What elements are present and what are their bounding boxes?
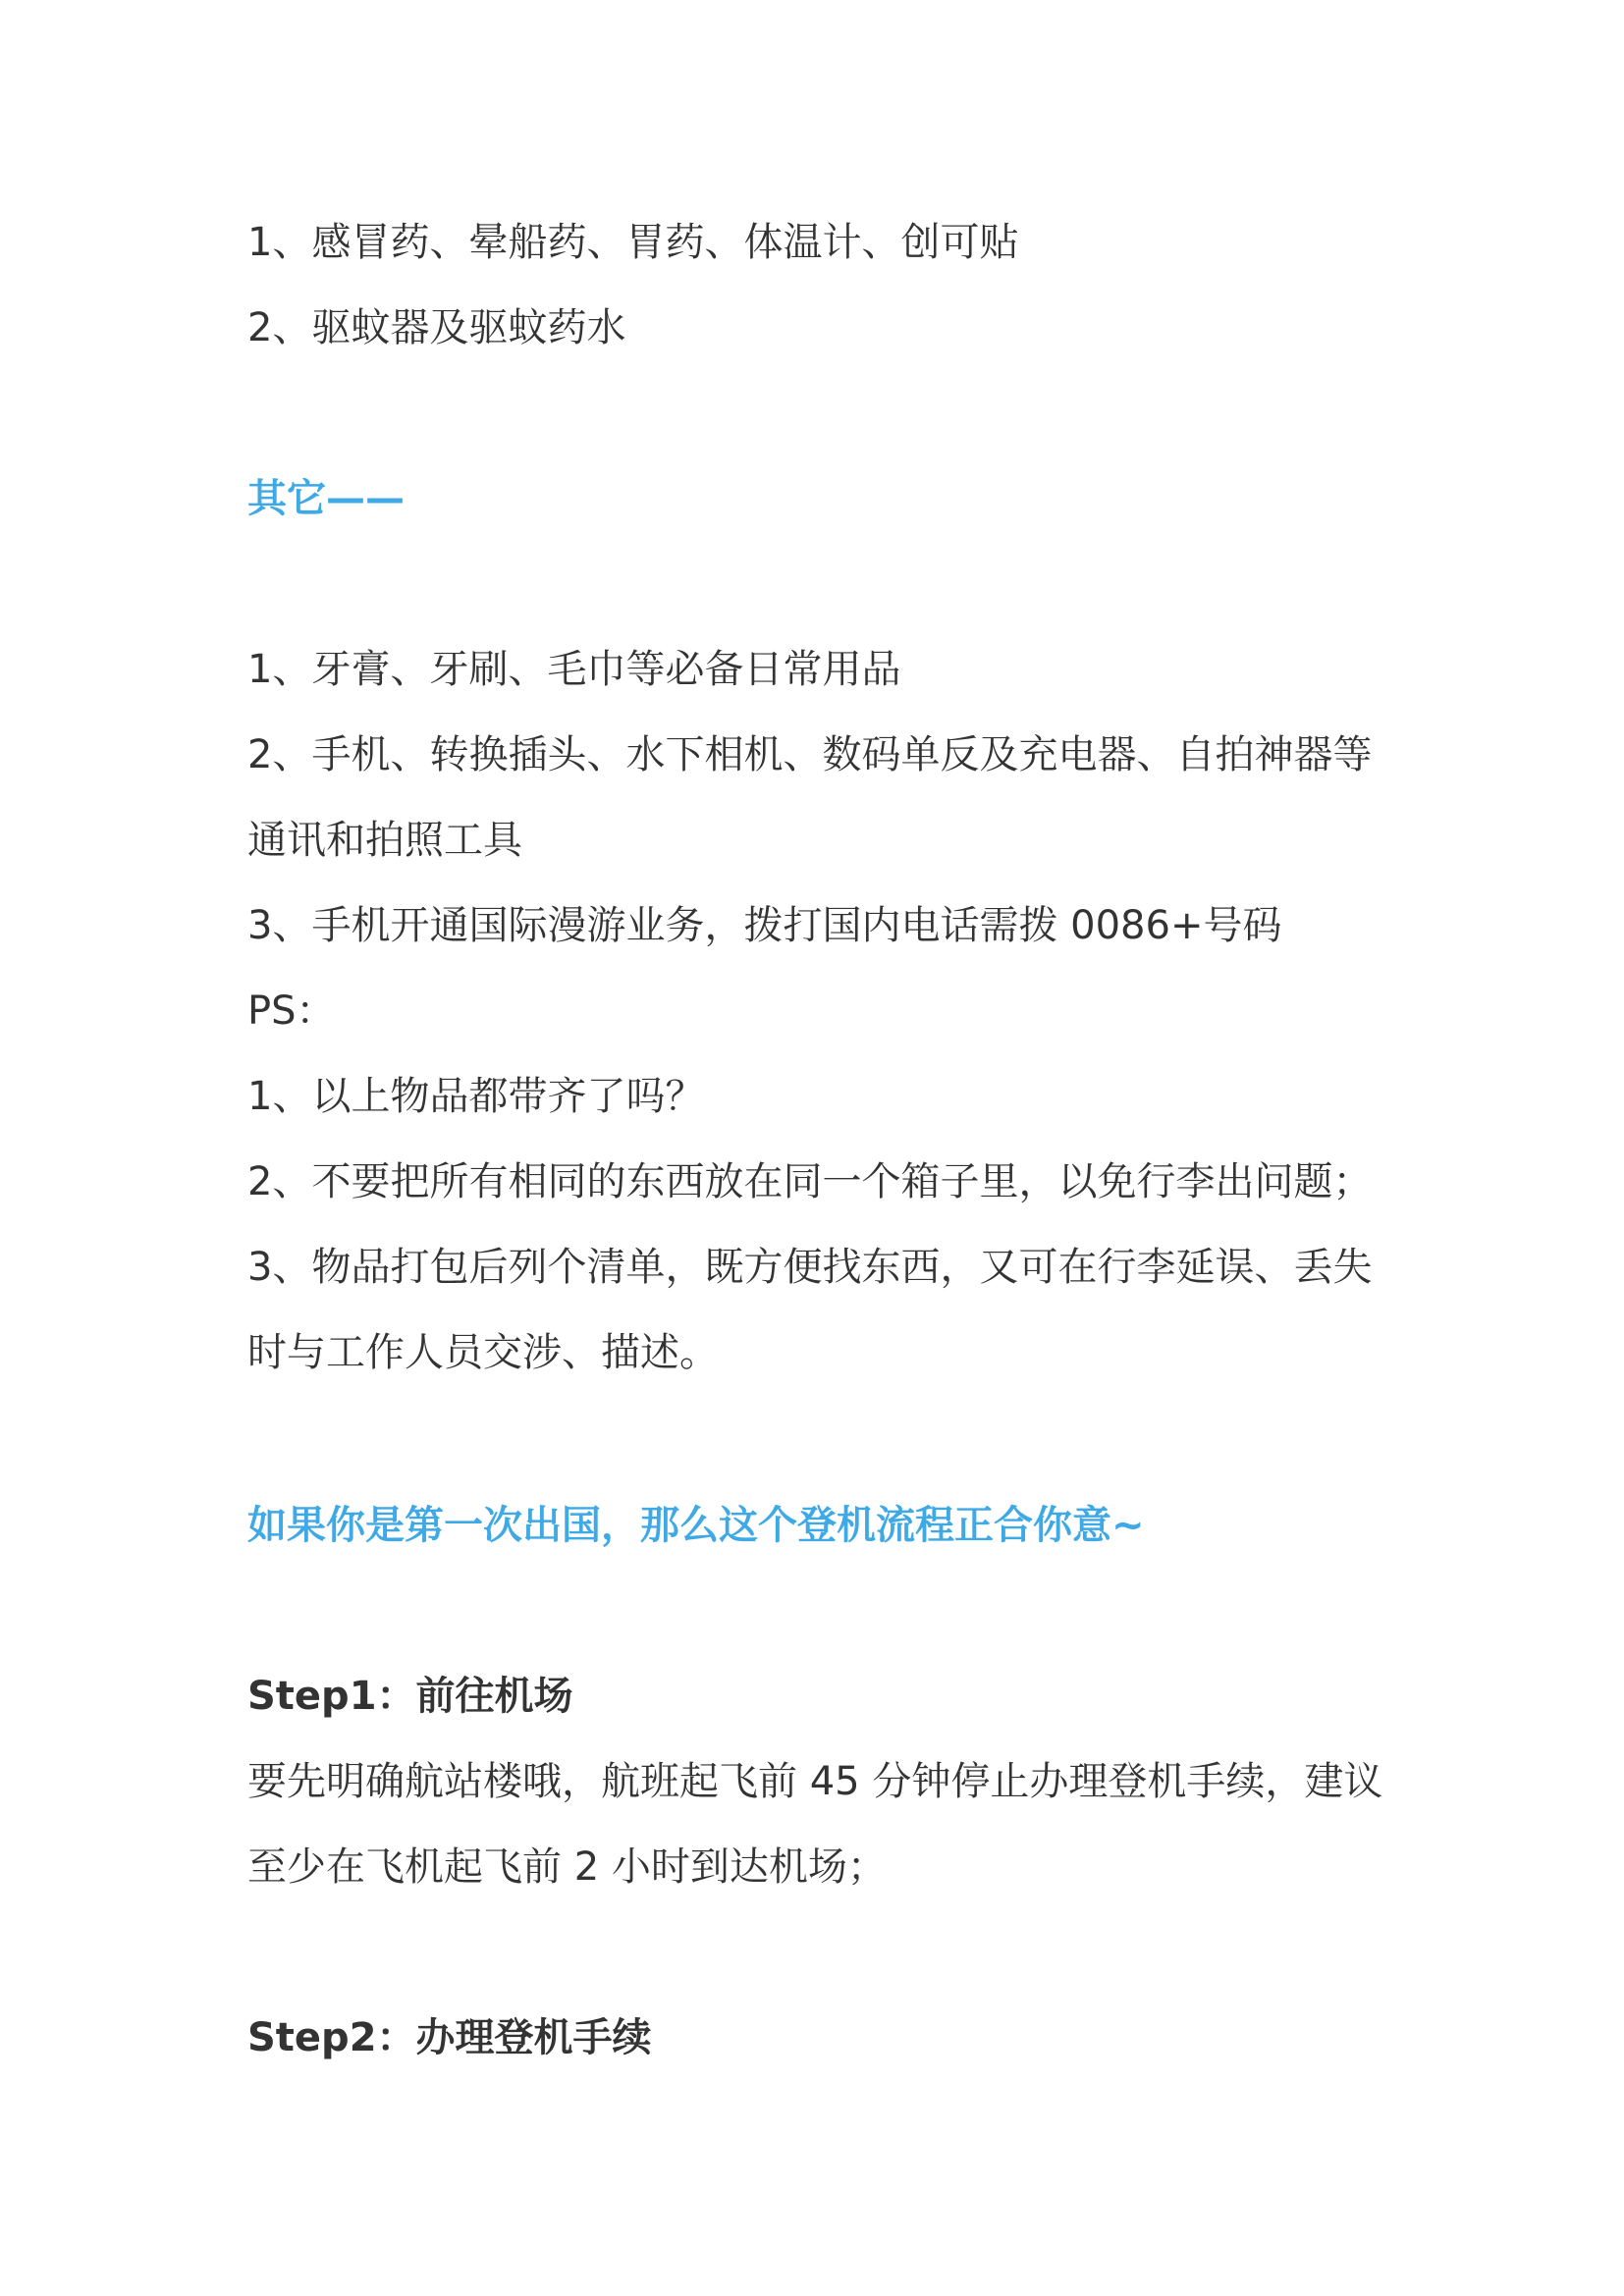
other-item-2: 2、手机、转换插头、水下相机、数码单反及充电器、自拍神器等 [247, 732, 1373, 777]
ps-label: PS： [247, 988, 336, 1034]
medicine-item-1: 1、感冒药、晕船药、胃药、体温计、创可贴 [247, 220, 1019, 265]
section-heading-other: 其它—— [247, 476, 405, 521]
section-heading-boarding: 如果你是第一次出国，那么这个登机流程正合你意~ [247, 1503, 1145, 1548]
other-item-2-continued: 通讯和拍照工具 [247, 818, 522, 863]
medicine-item-2: 2、驱蚊器及驱蚊药水 [247, 305, 626, 350]
ps-item-3-continued: 时与工作人员交涉、描述。 [247, 1330, 719, 1375]
ps-item-3: 3、物品打包后列个清单，既方便找东西，又可在行李延误、丢失 [247, 1245, 1373, 1290]
ps-item-2: 2、不要把所有相同的东西放在同一个箱子里，以免行李出问题； [247, 1159, 1373, 1204]
other-item-1: 1、牙膏、牙刷、毛巾等必备日常用品 [247, 647, 901, 692]
step1-text-line-1: 要先明确航站楼哦，航班起飞前 45 分钟停止办理登机手续，建议 [247, 1759, 1383, 1804]
step1-title: Step1：前往机场 [247, 1674, 573, 1719]
step1-text-line-2: 至少在飞机起飞前 2 小时到达机场； [247, 1844, 887, 1890]
step2-title: Step2：办理登机手续 [247, 2015, 652, 2060]
other-item-3: 3、手机开通国际漫游业务，拨打国内电话需拨 0086+号码 [247, 903, 1282, 948]
ps-item-1: 1、以上物品都带齐了吗？ [247, 1074, 705, 1119]
